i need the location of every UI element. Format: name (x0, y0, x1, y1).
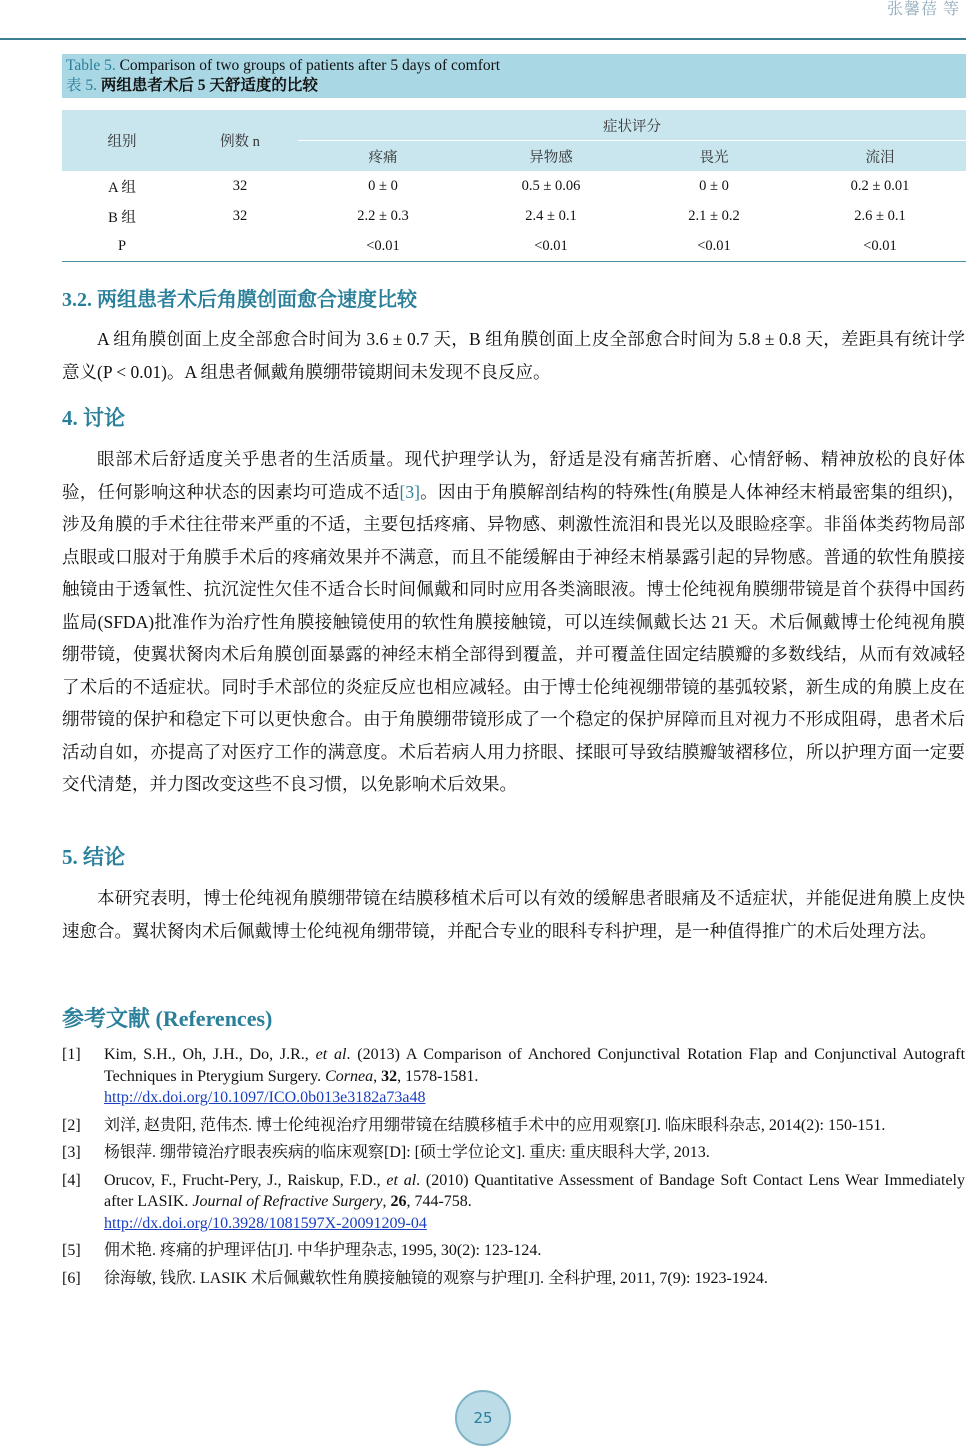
col-header-score: 症状评分 (298, 110, 966, 141)
reference-text: 杨银萍. 绷带镜治疗眼表疾病的临床观察[D]: [硕士学位论文]. 重庆: 重庆眼科大学, 2013. (104, 1144, 710, 1161)
col-header-n: 例数 n (182, 110, 298, 171)
section-number: 4. (62, 406, 78, 430)
col-header-pain: 疼痛 (298, 141, 468, 172)
col-header-photophobia: 畏光 (634, 141, 794, 172)
table-cell: B 组 (108, 209, 136, 226)
table-cell: 0 ± 0 (699, 177, 729, 194)
reference-text: 徐海敏, 钱欣. LASIK 术后佩戴软性角膜接触镜的观察与护理[J]. 全科护理, 2011, 7(9): 1923-1924. (104, 1269, 768, 1287)
table-cell: A 组 (108, 179, 136, 196)
reference-volume: 26 (390, 1193, 407, 1210)
reference-text (104, 1044, 965, 1109)
reference-title: . (2013) A Comparison of Anchored Conjunctival Rotation Flap and Conjunctival Autograft Techniques in Pterygium Surgery. (104, 1046, 966, 1085)
section-title: 两组患者术后角膜创面愈合速度比较 (97, 289, 417, 311)
reference-number: [1] (62, 1046, 81, 1063)
reference-authors: Orucov, F., Frucht-Pery, J., Raiskup, F.D., (104, 1171, 387, 1189)
references-list (62, 1044, 965, 1295)
section-number: 5. (62, 845, 78, 869)
col-header-group: 组别 (62, 110, 182, 171)
reference-authors: Kim, S.H., Oh, J.H., Do, J.R., (104, 1046, 316, 1063)
col-header-foreign-body: 异物感 (468, 141, 634, 172)
table-row (62, 201, 966, 231)
reference-pages: , 744-758. (406, 1193, 472, 1210)
reference-item (62, 1044, 965, 1109)
reference-item (62, 1170, 965, 1235)
table-cell: 2.4 ± 0.1 (525, 207, 577, 224)
table-cell: 2.1 ± 0.2 (688, 207, 740, 224)
reference-number: [2] (62, 1116, 81, 1134)
paragraph-discussion (62, 443, 965, 801)
table-cell: P (62, 231, 182, 262)
section-heading-4 (62, 402, 125, 432)
table-cell: 2.6 ± 0.1 (854, 207, 906, 224)
reference-pages: , 1578-1581. (397, 1067, 479, 1085)
table-cell: <0.01 (468, 231, 634, 262)
header-rule (0, 38, 966, 40)
table-cell: 32 (232, 207, 248, 224)
table-cell: <0.01 (298, 231, 468, 262)
reference-number: [4] (62, 1171, 81, 1189)
table-row (62, 231, 966, 262)
comfort-table (62, 110, 966, 262)
section-heading-3-2 (62, 283, 417, 312)
page-number-badge (455, 1390, 511, 1446)
reference-separator: , (382, 1193, 391, 1210)
table-caption (62, 54, 966, 98)
reference-journal: Journal of Refractive Surgery (192, 1193, 383, 1210)
section-title: 讨论 (83, 406, 125, 430)
discussion-text-a: 眼部术后舒适度关乎患者的生活质量。现代护理学认为，舒适是没有痛苦折磨、心情舒畅、精神放松的良好体验，任何影响这种状态的因素均可造成不适 (62, 449, 965, 502)
table-cell: 0 ± 0 (368, 177, 398, 194)
reference-etal: et al (386, 1171, 417, 1189)
reference-number: [5] (62, 1242, 81, 1259)
reference-etal: et al (315, 1046, 347, 1063)
section-heading-5 (62, 841, 125, 871)
reference-title: . (2010) Quantitative Assessment of Bandage Soft Contact Lens Wear Immediately after LASIK. (104, 1171, 965, 1210)
reference-text: 刘洋, 赵贵阳, 范伟杰. 博士伦纯视治疗用绷带镜在结膜移植手术中的应用观察[J]. 临床眼科杂志, 2014(2): 150-151. (104, 1116, 886, 1134)
table-cell: 0.2 ± 0.01 (850, 177, 910, 194)
table-cell: <0.01 (794, 231, 966, 262)
section-title: 结论 (83, 845, 125, 869)
reference-text: 佣术艳. 疼痛的护理评估[J]. 中华护理杂志, 1995, 30(2): 123-124. (104, 1242, 542, 1259)
reference-separator: , (373, 1067, 382, 1085)
table-caption-en (66, 56, 962, 76)
reference-number: [6] (62, 1269, 81, 1287)
reference-text (104, 1170, 965, 1235)
table-caption-zh-text: 两组患者术后 5 天舒适度的比较 (100, 77, 318, 94)
col-header-tearing: 流泪 (794, 141, 966, 172)
table-caption-zh-label: 表 5. (66, 77, 98, 94)
reference-item (62, 1240, 965, 1262)
page-number: 25 (473, 1409, 493, 1427)
reference-doi-link[interactable]: http://dx.doi.org/10.3928/1081597X-20091209-04 (104, 1214, 427, 1232)
paragraph-conclusion: 本研究表明，博士伦纯视角膜绷带镜在结膜移植术后可以有效的缓解患者眼痛及不适症状，并能促进角膜上皮快速愈合。翼状胬肉术后佩戴博士伦纯视角绷带镜，并配合专业的眼科专科护理，是一种值得推广的术后处理方法。 (62, 888, 965, 941)
reference-volume: 32 (381, 1067, 398, 1085)
reference-journal: Cornea (325, 1067, 374, 1085)
reference-number: [3] (62, 1144, 81, 1161)
references-title: 参考文献 (References) (62, 1006, 273, 1031)
running-header-author: 张馨蓓 等 (886, 1, 960, 18)
table-cell: 2.2 ± 0.3 (357, 207, 409, 224)
paragraph-3-2: A 组角膜创面上皮全部愈合时间为 3.6 ± 0.7 天，B 组角膜创面上皮全部愈合时间为 5.8 ± 0.8 天，差距具有统计学意义(P < 0.01)。A 组患者佩戴角膜绷带镜期间未发现不良反应。 (62, 329, 965, 382)
table-caption-en-text: Comparison of two groups of patients after 5 days of comfort (119, 57, 501, 74)
table-cell (182, 231, 298, 262)
table-caption-en-label: Table 5. (66, 57, 116, 74)
table-cell: 0.5 ± 0.06 (521, 177, 581, 194)
table-caption-zh (66, 76, 962, 96)
reference-item (62, 1268, 965, 1290)
citation-link[interactable]: [3] (399, 481, 420, 502)
table-cell: 32 (232, 177, 248, 194)
table-cell: <0.01 (634, 231, 794, 262)
reference-item (62, 1115, 965, 1137)
discussion-text-b: 。因由于角膜解剖结构的特殊性(角膜是人体神经末梢最密集的组织)，涉及角膜的手术往往带来严重的不适，主要包括疼痛、异物感、刺激性流泪和畏光以及眼睑痉挛。非甾体类药物局部点眼或口服对于角膜手术后的疼痛效果并不满意，而且不能缓解由于神经末梢暴露引起的异物感。普通的软性角膜接触镜由于透氧性、抗沉淀性欠佳不适合长时间佩戴和同时应用各类滴眼液。博士伦纯视角膜绷带镜是首个获得中国药监局(SFDA)批准作为治疗性角膜接触镜使用的软性角膜接触镜，可以连续佩戴长达 21 天。术后佩戴博士伦纯视角膜绷带镜，使翼状胬肉术后角膜创面暴露的神经末梢全部得到覆盖，并可覆盖住固定结膜瓣的多数线结，从而有效减轻了术后的不适症状。同时手术部位的炎症反应也相应减轻。由于博士伦纯视绷带镜的基弧较紧，新生成的角膜上皮在绷带镜的保护和稳定下可以更快愈合。由于角膜绷带镜形成了一个稳定的保护屏障而且对视力不形成阻碍，患者术后活动自如，亦提高了对医疗工作的满意度。术后若病人用力挤眼、揉眼可导致结膜瓣皱褶移位，所以护理方面一定要交代清楚，并力图改变这些不良习惯，以免影响术后效果。 (62, 481, 966, 794)
section-number: 3.2. (62, 289, 92, 311)
reference-doi-link[interactable]: http://dx.doi.org/10.1097/ICO.0b013e3182a73a48 (104, 1089, 426, 1106)
table-row (62, 171, 966, 201)
reference-item (62, 1142, 965, 1164)
